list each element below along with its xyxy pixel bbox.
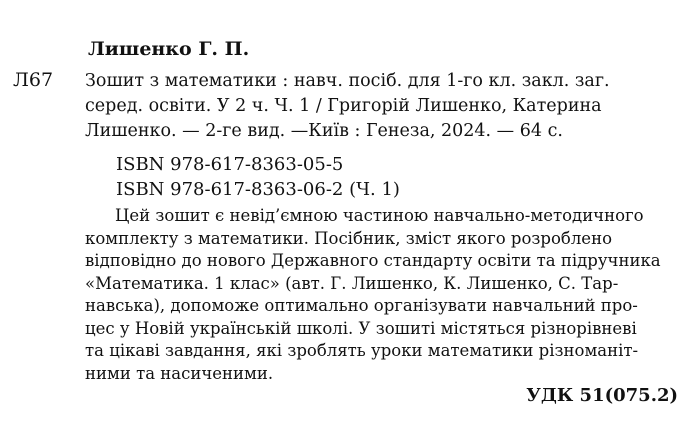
- isbn-line: ISBN 978-617-8363-06-2 (Ч. 1): [116, 179, 400, 200]
- description-line: Лишенко. — 2-ге вид. —Київ : Генеза, 2024. — 64 с.: [85, 121, 563, 141]
- description-line: серед. освіти. У 2 ч. Ч. 1 / Григорій Лишенко, Катерина: [85, 96, 602, 116]
- udk-code: УДК 51(075.2): [526, 385, 678, 406]
- annotation: [85, 205, 685, 385]
- annotation-line: комплекту з математики. Посібник, зміст якого розроблено: [85, 228, 613, 248]
- annotation-line: навська), допоможе оптимально організувати навчальний про-: [85, 296, 638, 315]
- author-name: Лишенко Г. П.: [88, 38, 250, 60]
- annotation-line: та цікаві завдання, які зроблять уроки математики різноманіт-: [85, 341, 639, 360]
- description-line: Зошит з математики : навч. посіб. для 1-го кл. закл. заг.: [85, 71, 610, 91]
- annotation-line: ними та насиченими.: [85, 363, 274, 383]
- annotation-line: «Математика. 1 клас» (авт. Г. Лишенко, К. Лишенко, С. Тар-: [85, 273, 619, 293]
- classification-code: Л67: [13, 69, 54, 91]
- annotation-line: цес у Новій українській школі. У зошиті містяться різнорівневі: [85, 318, 637, 338]
- isbn-line: ISBN 978-617-8363-05-5: [116, 154, 344, 175]
- isbn-block: [116, 152, 400, 202]
- annotation-line: відповідно до нового Державного стандарту освіти та підручника: [85, 251, 661, 270]
- annotation-line: Цей зошит є невід’ємною частиною навчально-методичного: [115, 206, 644, 225]
- bibliographic-description: [85, 69, 675, 144]
